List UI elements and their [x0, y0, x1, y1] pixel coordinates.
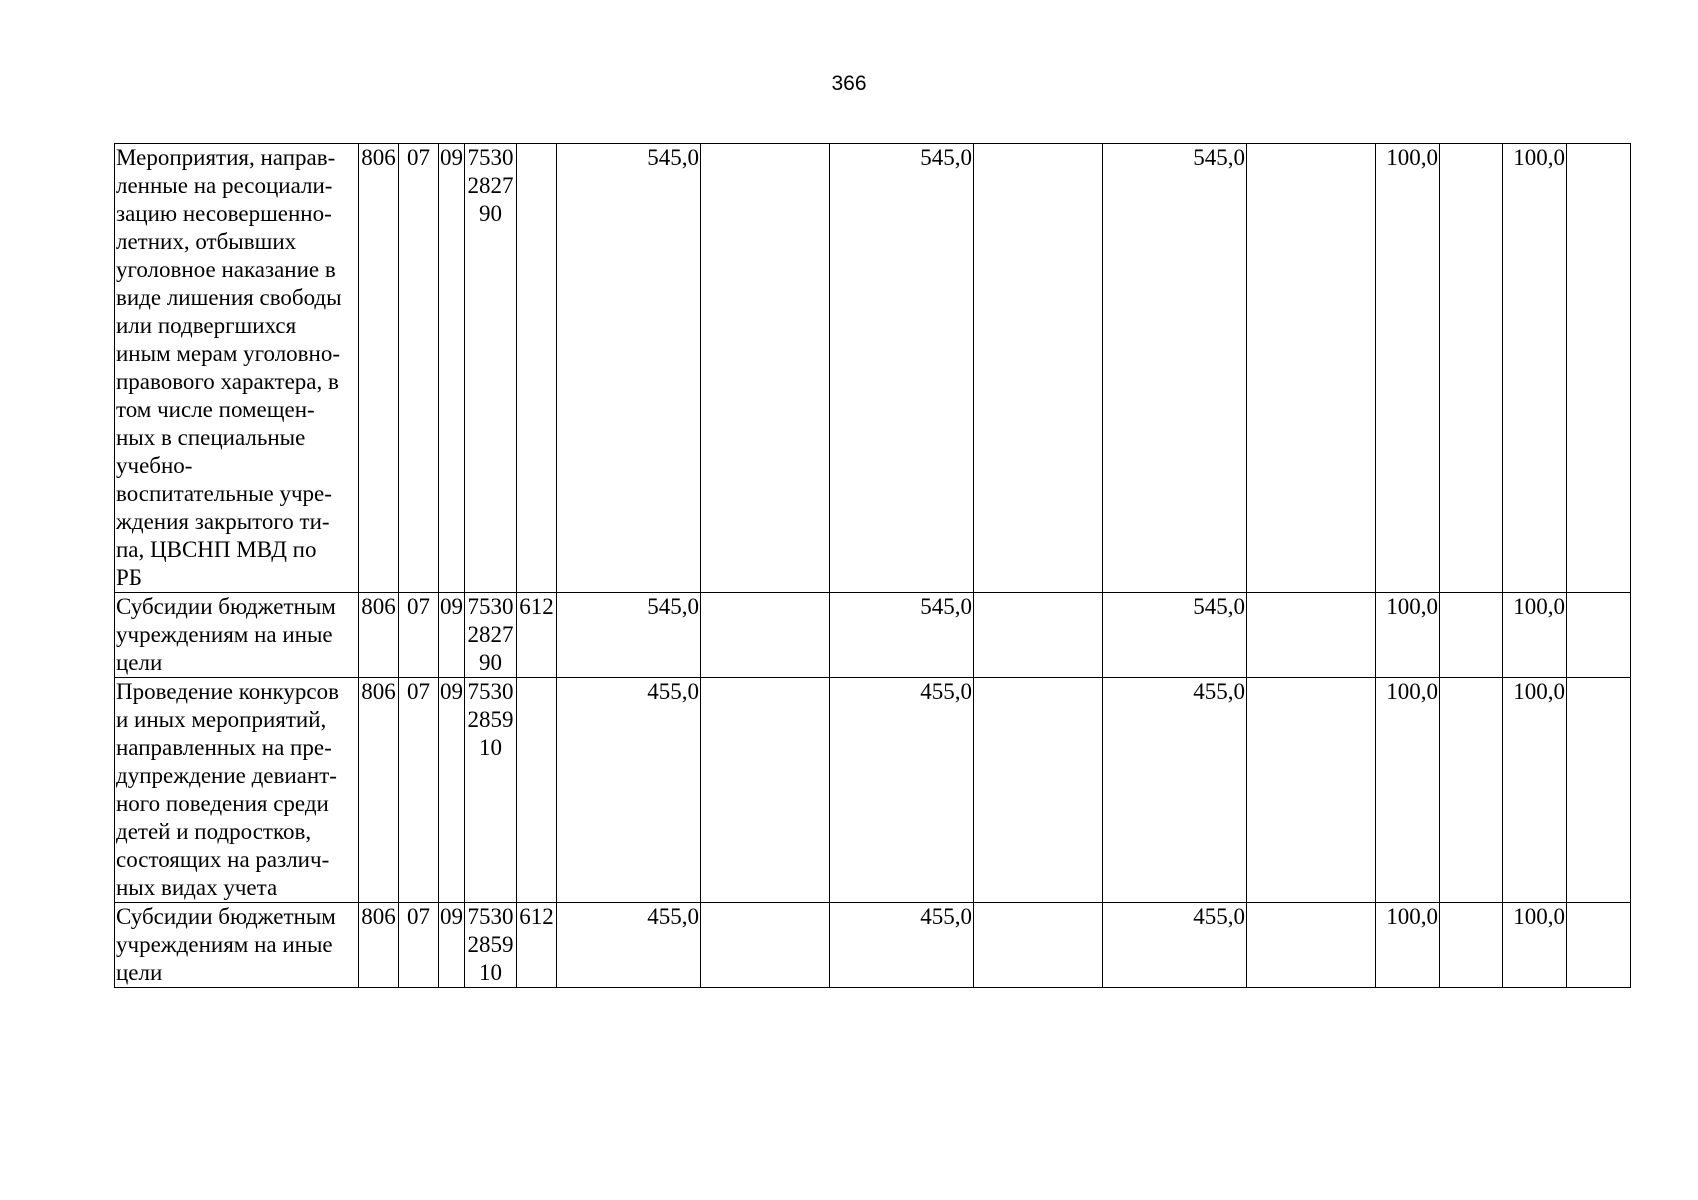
- percent-plan: 100,0: [1376, 903, 1440, 988]
- amount-specified-blank: [974, 903, 1103, 988]
- row-name-line: РБ: [116, 565, 142, 590]
- expense-type-code: [517, 144, 557, 593]
- amount-specified: 545,0: [830, 593, 974, 678]
- subsection-code: 09: [439, 903, 465, 988]
- percent-specified-blank: [1567, 593, 1631, 678]
- budget-table: [114, 143, 1631, 988]
- percent-specified-blank: [1567, 678, 1631, 903]
- target-article-code-line: 10: [479, 735, 502, 760]
- subsection-code: 09: [439, 593, 465, 678]
- target-article-code-line: 90: [479, 650, 502, 675]
- amount-executed: 455,0: [1103, 678, 1247, 903]
- amount-planned: 545,0: [557, 593, 701, 678]
- amount-planned: 455,0: [557, 903, 701, 988]
- table-body: [115, 144, 1631, 988]
- row-name: [115, 678, 359, 903]
- row-name: [115, 144, 359, 593]
- amount-specified-blank: [974, 144, 1103, 593]
- percent-plan-blank: [1440, 144, 1503, 593]
- row-name: [115, 593, 359, 678]
- grbs-code: 806: [359, 144, 399, 593]
- percent-specified: 100,0: [1503, 678, 1567, 903]
- percent-specified: 100,0: [1503, 144, 1567, 593]
- table-row: [115, 144, 1631, 593]
- row-name-line: цели: [116, 650, 163, 675]
- amount-specified: 545,0: [830, 144, 974, 593]
- row-name-line: воспитательные учре-: [116, 481, 332, 506]
- row-name-line: том числе помещен-: [116, 397, 315, 422]
- row-name-line: ного поведения среди: [116, 791, 329, 816]
- table-row: [115, 903, 1631, 988]
- amount-executed-blank: [1247, 903, 1376, 988]
- row-name-line: состоящих на различ-: [116, 847, 330, 872]
- row-name-line: направленных на пре-: [116, 735, 332, 760]
- subsection-code: 09: [439, 678, 465, 903]
- target-article-code-line: 2859: [467, 707, 514, 732]
- target-article-code: [465, 903, 517, 988]
- target-article-code-line: 90: [479, 201, 502, 226]
- target-article-code-line: 2827: [467, 622, 514, 647]
- amount-executed-blank: [1247, 593, 1376, 678]
- target-article-code-line: 7530: [467, 594, 514, 619]
- grbs-code: 806: [359, 903, 399, 988]
- amount-executed: 455,0: [1103, 903, 1247, 988]
- row-name-line: ленные на ресоциали-: [116, 173, 333, 198]
- target-article-code-line: 7530: [467, 679, 514, 704]
- target-article-code-line: 2827: [467, 173, 514, 198]
- section-code: 07: [399, 678, 439, 903]
- percent-plan: 100,0: [1376, 144, 1440, 593]
- row-name-line: ждения закрытого ти-: [116, 509, 330, 534]
- row-name-line: детей и подростков,: [116, 819, 312, 844]
- amount-specified: 455,0: [830, 678, 974, 903]
- amount-planned: 455,0: [557, 678, 701, 903]
- target-article-code-line: 7530: [467, 904, 514, 929]
- target-article-code: [465, 593, 517, 678]
- percent-specified: 100,0: [1503, 903, 1567, 988]
- row-name-line: учебно-: [116, 453, 193, 478]
- row-name-line: Субсидии бюджетным: [116, 904, 336, 929]
- row-name-line: зацию несовершенно-: [116, 201, 332, 226]
- amount-executed-blank: [1247, 678, 1376, 903]
- amount-executed: 545,0: [1103, 593, 1247, 678]
- target-article-code-line: 10: [479, 960, 502, 985]
- row-name-line: учреждениям на иные: [116, 622, 333, 647]
- row-name-line: иным мерам уголовно-: [116, 341, 341, 366]
- row-name-line: уголовное наказание в: [116, 257, 336, 282]
- row-name-line: ных видах учета: [116, 875, 278, 900]
- amount-planned-blank: [701, 144, 830, 593]
- row-name-line: па, ЦВСНП МВД по: [116, 537, 317, 562]
- percent-plan-blank: [1440, 903, 1503, 988]
- target-article-code-line: 7530: [467, 145, 514, 170]
- row-name-line: летних, отбывших: [116, 229, 297, 254]
- row-name-line: ных в специальные: [116, 425, 306, 450]
- row-name-line: и иных мероприятий,: [116, 707, 327, 732]
- amount-planned-blank: [701, 903, 830, 988]
- percent-specified-blank: [1567, 903, 1631, 988]
- grbs-code: 806: [359, 593, 399, 678]
- row-name-line: учреждениям на иные: [116, 932, 333, 957]
- section-code: 07: [399, 593, 439, 678]
- page-number: 366: [831, 72, 867, 95]
- percent-specified: 100,0: [1503, 593, 1567, 678]
- target-article-code-line: 2859: [467, 932, 514, 957]
- amount-executed: 545,0: [1103, 144, 1247, 593]
- amount-specified-blank: [974, 678, 1103, 903]
- amount-planned: 545,0: [557, 144, 701, 593]
- expense-type-code: 612: [517, 903, 557, 988]
- row-name-line: Проведение конкурсов: [116, 679, 339, 704]
- row-name: [115, 903, 359, 988]
- expense-type-code: 612: [517, 593, 557, 678]
- percent-plan: 100,0: [1376, 678, 1440, 903]
- expense-type-code: [517, 678, 557, 903]
- percent-specified-blank: [1567, 144, 1631, 593]
- amount-specified-blank: [974, 593, 1103, 678]
- percent-plan-blank: [1440, 593, 1503, 678]
- amount-planned-blank: [701, 678, 830, 903]
- section-code: 07: [399, 903, 439, 988]
- row-name-line: дупреждение девиант-: [116, 763, 337, 788]
- percent-plan: 100,0: [1376, 593, 1440, 678]
- amount-executed-blank: [1247, 144, 1376, 593]
- row-name-line: Мероприятия, направ-: [116, 145, 336, 170]
- row-name-line: цели: [116, 960, 163, 985]
- row-name-line: Субсидии бюджетным: [116, 594, 336, 619]
- grbs-code: 806: [359, 678, 399, 903]
- amount-specified: 455,0: [830, 903, 974, 988]
- subsection-code: 09: [439, 144, 465, 593]
- table-row: [115, 593, 1631, 678]
- table-row: [115, 678, 1631, 903]
- amount-planned-blank: [701, 593, 830, 678]
- percent-plan-blank: [1440, 678, 1503, 903]
- section-code: 07: [399, 144, 439, 593]
- row-name-line: виде лишения свободы: [116, 285, 342, 310]
- row-name-line: или подвергшихся: [116, 313, 297, 338]
- target-article-code: [465, 678, 517, 903]
- row-name-line: правового характера, в: [116, 369, 339, 394]
- target-article-code: [465, 144, 517, 593]
